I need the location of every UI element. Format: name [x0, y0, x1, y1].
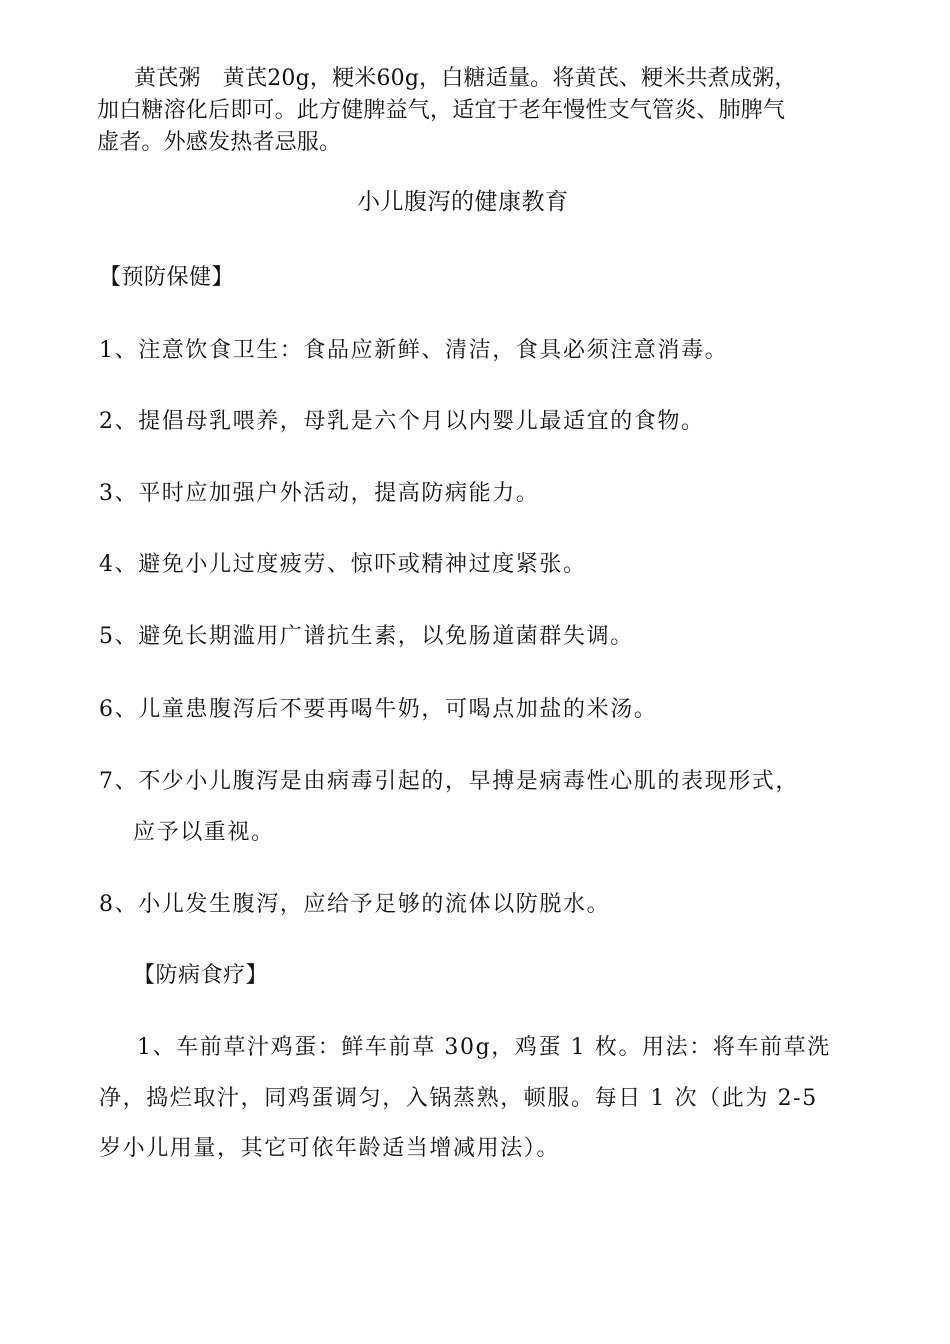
list-item: 8、小儿发生腹泻，应给予足够的流体以防脱水。	[99, 892, 611, 917]
remedy-line-2: 净，捣烂取汁，同鸡蛋调匀，入锅蒸熟，顿服。每日 1 次（此为 2-5	[99, 1086, 818, 1111]
section-heading-diet-therapy: 【防病食疗】	[133, 963, 269, 988]
list-item: 3、平时应加强户外活动，提高防病能力。	[99, 481, 540, 506]
list-item: 5、避免长期滥用广谱抗生素，以免肠道菌群失调。	[99, 624, 634, 649]
list-item: 6、儿童患腹泻后不要再喝牛奶，可喝点加盐的米汤。	[99, 697, 658, 722]
page-title: 小儿腹泻的健康教育	[357, 189, 569, 215]
list-item: 2、提倡母乳喂养，母乳是六个月以内婴儿最适宜的食物。	[99, 409, 705, 434]
list-item: 7、不少小儿腹泻是由病毒引起的，早搏是病毒性心肌的表现形式，	[99, 769, 799, 794]
remedy-line-1: 1、车前草汁鸡蛋：鲜车前草 30g，鸡蛋 1 枚。用法：将车前草洗	[137, 1035, 831, 1060]
intro-line-1: 黄芪粥 黄芪20g，粳米60g，白糖适量。将黄芪、粳米共煮成粥，	[134, 66, 797, 91]
section-heading-prevention: 【预防保健】	[99, 265, 235, 290]
remedy-line-3: 岁小儿用量，其它可依年龄适当增减用法）。	[99, 1136, 561, 1161]
list-item-continuation: 应予以重视。	[133, 820, 275, 845]
intro-line-2: 加白糖溶化后即可。此方健脾益气，适宜于老年慢性支气管炎、肺脾气	[97, 98, 786, 123]
list-item: 1、注意饮食卫生：食品应新鲜、清洁，食具必须注意消毒。	[99, 338, 729, 363]
list-item: 4、避免小儿过度疲劳、惊吓或精神过度紧张。	[99, 552, 587, 577]
intro-line-3: 虚者。外感发热者忌服。	[97, 130, 342, 155]
